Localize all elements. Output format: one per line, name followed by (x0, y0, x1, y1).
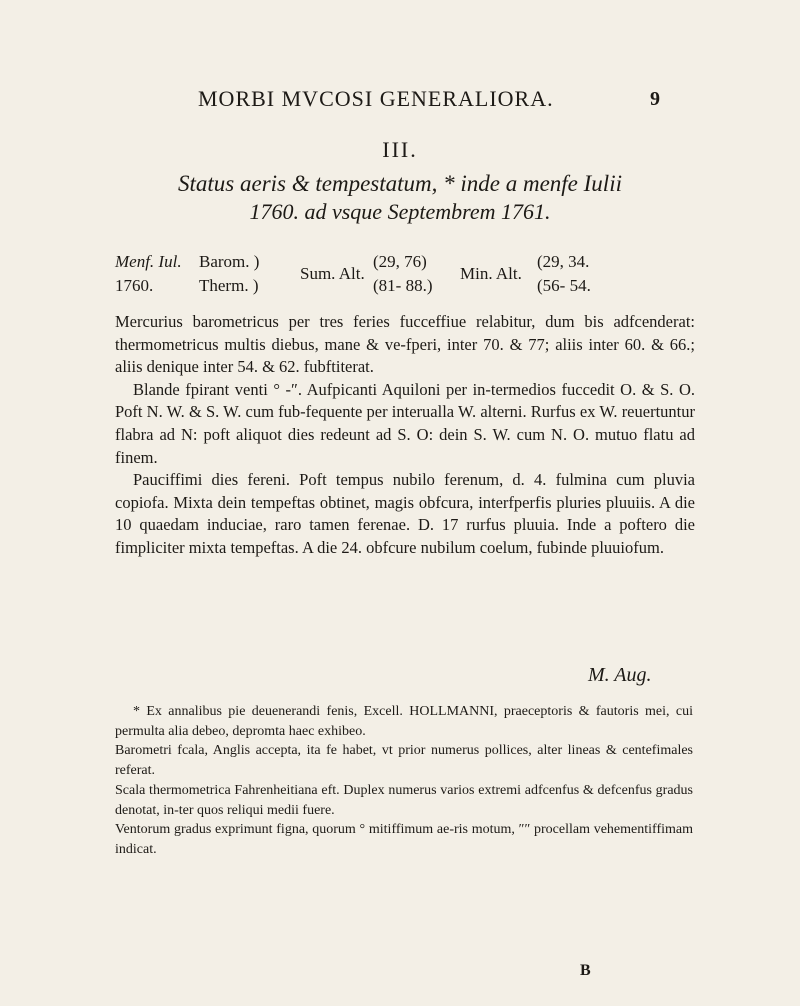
footnote-winds: Ventorum gradus exprimunt figna, quorum ° mitiffimum ae-ris motum, ″″ procellam vehementiffimam indicat. (115, 822, 693, 857)
min-height-label: Min. Alt. (460, 264, 522, 283)
thermometer-min-value: (56- 54. (537, 276, 591, 295)
weather-table-header (115, 252, 705, 308)
barometer-max-value: (29, 76) (373, 252, 427, 271)
paragraph-barometer: Mercurius barometricus per tres feries fucceffiue relabitur, dum bis adfcenderat: thermometricus multis diebus, mane & ve-fperi, inter 70. & 77; aliis inter 60. & 66.; aliis denique inter 54. & 62. fubftiterat. (115, 312, 695, 377)
page-number: 9 (650, 88, 660, 110)
section-number: III. (382, 137, 418, 162)
barometer-min-value: (29, 34. (537, 252, 590, 271)
thermometer-max-value: (81- 88.) (373, 276, 433, 295)
month-signature: M. Aug. (588, 664, 652, 686)
body-text (115, 311, 695, 560)
footnote (115, 702, 693, 860)
thermometer-label: Therm. ) (199, 276, 259, 295)
paragraph-sky: Pauciffimi dies fereni. Poft tempus nubilo ferenum, d. 4. fulmina cum pluvia copiofa. Mixta dein tempeftas obtinet, magis obfcura, interfperfis pluries pluuiis. A die 10 quaedam induciae, raro tamen ferenae. D. 17 rurfus pluuia. Inde a poftero die fimpliciter mixta tempeftas. A die 24. obfcure nubilum coelum, fubinde pluuiofum. (115, 470, 695, 557)
paragraph-winds: Blande fpirant venti ° -″. Aufpicanti Aquiloni per in-termedios fuccedit O. & S. O. Poft N. W. & S. W. cum fub-fequente per interualla W. alterni. Rurfus ex W. reuertuntur flabra ad N: poft aliquot dies redeunt ad S. O: dein S. W. cum N. O. mutuo flatu ad finem. (115, 379, 695, 467)
footnote-thermometer: Scala thermometrica Fahrenheitiana eft. Duplex numerus varios extremi adfcenfus & defcenfus gradus denotat, in-ter quos reliqui medii fuere. (115, 782, 693, 818)
max-height-label: Sum. Alt. (300, 264, 365, 283)
footnote-barometer: Barometri fcala, Anglis accepta, ita fe habet, vt prior numerus pollices, alter lineas & centefimales referat. (115, 743, 693, 779)
running-head: MORBI MVCOSI GENERALIORA. (198, 86, 554, 111)
barometer-label: Barom. ) (199, 252, 260, 271)
section-title-line-1: Status aeris & tempestatum, * inde a menfe Iulii (178, 171, 622, 196)
month-label: Menf. Iul. (115, 252, 182, 271)
signature-mark: B (580, 962, 591, 979)
section-title-line-2: 1760. ad vsque Septembrem 1761. (249, 199, 551, 224)
footnote-source: * Ex annalibus pie deuenerandi fenis, Excell. HOLLMANNI, praeceptoris & fautoris mei, cui permulta alia debeo, depromta haec exhibeo. (115, 704, 693, 739)
year-label: 1760. (115, 276, 154, 295)
